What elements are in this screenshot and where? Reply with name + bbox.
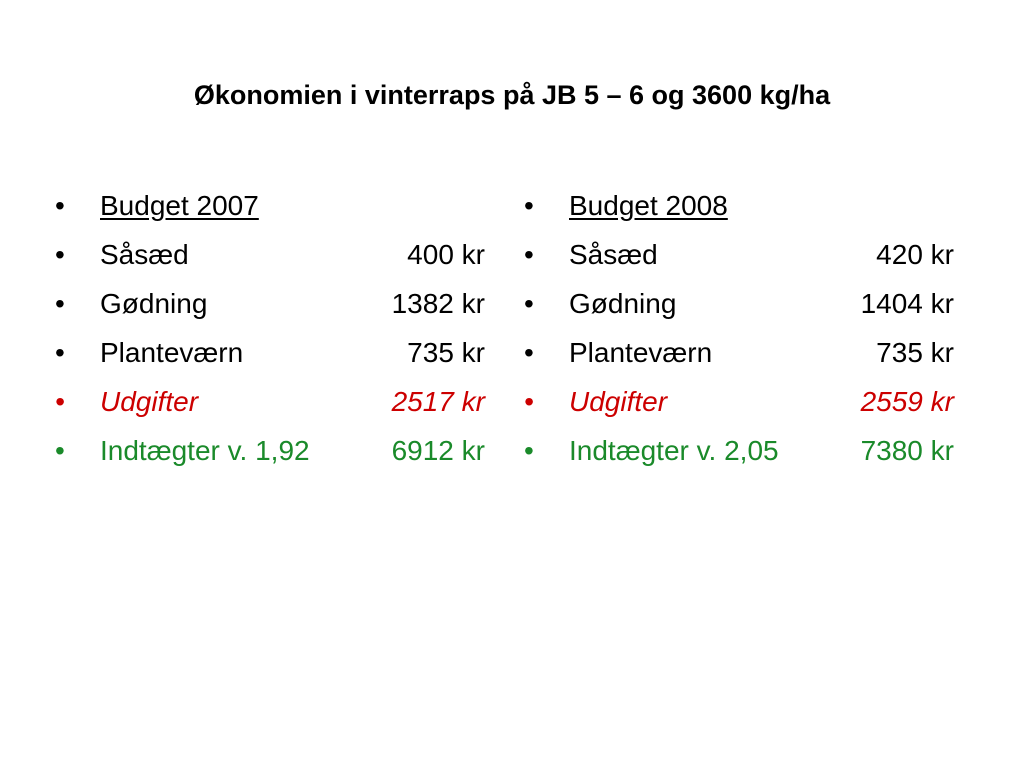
bullet-icon: • (55, 435, 65, 466)
row-value: 735 kr (876, 337, 954, 368)
budget-heading (524, 186, 964, 235)
expenses-value: 2517 kr (391, 386, 485, 417)
bullet-icon: • (55, 288, 65, 319)
budget-row-plant-protection (524, 333, 964, 382)
income-value: 6912 kr (391, 435, 485, 466)
slide-title: Økonomien i vinterraps på JB 5 – 6 og 3600 kg/ha (193, 80, 831, 110)
expenses-label: Udgifter (569, 386, 668, 417)
budget-row-fertilizer (524, 284, 964, 333)
row-label: Gødning (569, 288, 677, 319)
row-value: 420 kr (876, 239, 954, 270)
row-label: Gødning (100, 288, 208, 319)
bullet-icon: • (55, 337, 65, 368)
bullet-icon: • (524, 239, 534, 270)
budget-row-income (55, 431, 495, 480)
budget-row-income (524, 431, 964, 480)
income-label: Indtægter v. 2,05 (569, 435, 779, 466)
budget-row-expenses (524, 382, 964, 431)
row-label: Såsæd (569, 239, 658, 270)
row-value: 735 kr (407, 337, 485, 368)
budget-row-seed (55, 235, 495, 284)
budget-heading-label: Budget 2007 (100, 190, 259, 221)
budget-row-expenses (55, 382, 495, 431)
bullet-icon: • (55, 239, 65, 270)
budget-row-plant-protection (55, 333, 495, 382)
row-label: Planteværn (100, 337, 244, 368)
budget-heading-label: Budget 2008 (569, 190, 728, 221)
row-value: 400 kr (407, 239, 485, 270)
row-label: Planteværn (569, 337, 713, 368)
bullet-icon: • (524, 435, 534, 466)
row-value: 1382 kr (391, 288, 485, 319)
budget-row-seed (524, 235, 964, 284)
bullet-icon: • (524, 288, 534, 319)
expenses-label: Udgifter (100, 386, 199, 417)
bullet-icon: • (524, 190, 534, 221)
budget-2007-column (55, 186, 495, 480)
budget-row-fertilizer (55, 284, 495, 333)
row-label: Såsæd (100, 239, 189, 270)
row-value: 1404 kr (860, 288, 954, 319)
income-value: 7380 kr (860, 435, 954, 466)
income-label: Indtægter v. 1,92 (100, 435, 310, 466)
bullet-icon: • (55, 386, 65, 417)
budget-2008-column (524, 186, 964, 480)
bullet-icon: • (524, 337, 534, 368)
bullet-icon: • (55, 190, 65, 221)
budget-heading (55, 186, 495, 235)
bullet-icon: • (524, 386, 534, 417)
expenses-value: 2559 kr (860, 386, 954, 417)
